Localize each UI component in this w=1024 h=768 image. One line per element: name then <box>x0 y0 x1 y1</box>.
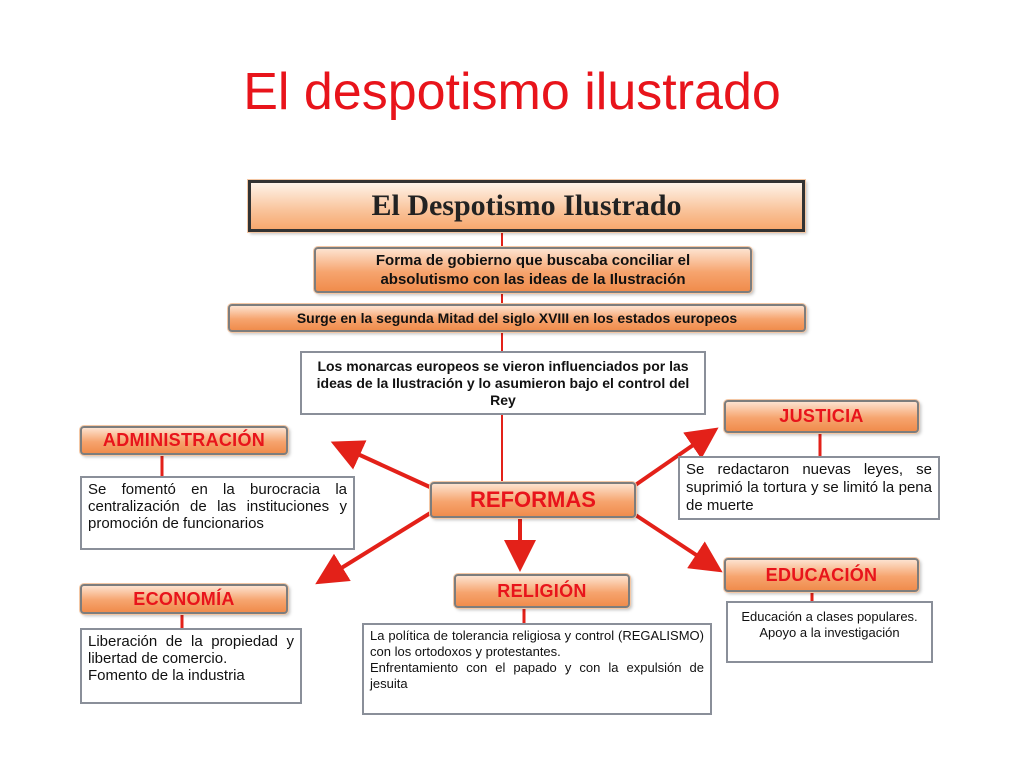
justicia-text: Se redactaron nuevas leyes, se suprimió la tortura y se limitó la pena de muerte <box>678 456 940 520</box>
religion-text <box>362 623 712 715</box>
origin-box: Surge en la segunda Mitad del siglo XVIII en los estados europeos <box>228 304 806 332</box>
religion-line-2: Enfrentamiento con el papado y con la expulsión de jesuita <box>370 660 704 691</box>
influence-box: Los monarcas europeos se vieron influenciados por las ideas de la Ilustración y lo asumieron bajo el control del Rey <box>300 351 706 415</box>
economia-line-1: Liberación de la propiedad y libertad de comercio. <box>88 633 294 667</box>
educacion-line-2: Apoyo a la investigación <box>759 625 900 640</box>
administracion-text: Se fomentó en la burocracia la centralización de las instituciones y promoción de funcionarios <box>80 476 355 550</box>
economia-line-2: Fomento de la industria <box>88 667 245 684</box>
educacion-title: EDUCACIÓN <box>724 558 919 592</box>
economia-text <box>80 628 302 704</box>
administracion-title: ADMINISTRACIÓN <box>80 426 288 455</box>
arrow-to-educacion <box>634 514 716 568</box>
religion-title: RELIGIÓN <box>454 574 630 608</box>
educacion-text <box>726 601 933 663</box>
slide-title: El despotismo ilustrado <box>243 63 781 121</box>
economia-title: ECONOMÍA <box>80 584 288 614</box>
religion-line-1: La política de tolerancia religiosa y control (REGALISMO) con los ortodoxos y protestantes. <box>370 628 704 659</box>
justicia-title: JUSTICIA <box>724 400 919 433</box>
reformas-node: REFORMAS <box>430 482 636 518</box>
map-header: El Despotismo Ilustrado <box>248 180 805 232</box>
definition-box: Forma de gobierno que buscaba conciliar el absolutismo con las ideas de la Ilustración <box>314 247 752 293</box>
educacion-line-1: Educación a clases populares. <box>741 609 918 624</box>
